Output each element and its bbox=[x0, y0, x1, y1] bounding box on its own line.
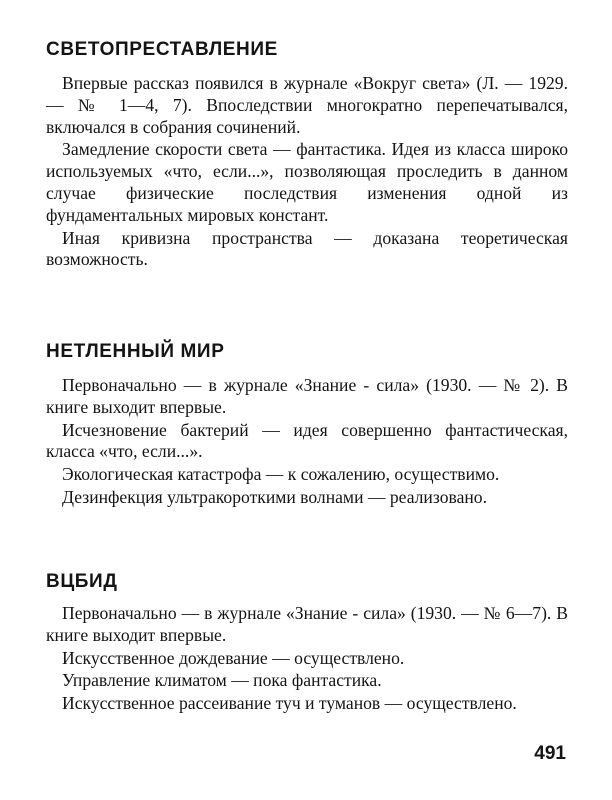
paragraph-climate-control: Управление климатом — пока фантастика. bbox=[62, 670, 382, 691]
paragraph-ecology: Экологическая катастрофа — к сожалению, осуществимо. bbox=[62, 464, 500, 485]
paragraph-bacteria: Исчезновение бактерий — идея совершенно фантастическая, класса «что, если...». bbox=[46, 419, 568, 462]
paragraph-light-speed: Замедление скорости света — фантастика. Идея из класса широко используемых «что, если...», позволяющая проследить в данном случае физические последствия изменения одной из фундаментальных мировых констант. bbox=[46, 139, 568, 225]
section-title-svetoprestavlenie: СВЕТОПРЕСТАВЛЕНИЕ bbox=[46, 39, 278, 60]
section-title-vtsbid: ВЦБИД bbox=[46, 571, 118, 592]
section-body-vtsbid bbox=[46, 603, 568, 716]
paragraph-rainmaking: Искусственное дождевание — осуществлено. bbox=[62, 647, 405, 668]
section-body-netlennyi-mir bbox=[46, 375, 568, 510]
section-title-netlennyi-mir: НЕТЛЕННЫЙ МИР bbox=[46, 341, 225, 362]
paragraph-publication-note: Первоначально — в журнале «Знание - сила» (1930. — № 6—7). В книге выходит впервые. bbox=[46, 603, 568, 645]
page-number: 491 bbox=[534, 743, 566, 764]
section-body-svetoprestavlenie bbox=[46, 73, 568, 272]
paragraph-publication-note: Впервые рассказ появился в журнале «Вокруг света» (Л. — 1929. — № 1—4, 7). Впоследствии многократно перепечатывался, включался в собрания сочинений. bbox=[46, 73, 568, 137]
paragraph-cloud-dispersal: Искусственное рассеивание туч и туманов — осуществлено. bbox=[62, 693, 517, 714]
paragraph-space-curvature: Иная кривизна пространства — доказана теоретическая возможность. bbox=[46, 227, 568, 270]
paragraph-disinfection: Дезинфекция ультракороткими волнами — реализовано. bbox=[62, 486, 487, 507]
paragraph-publication-note: Первоначально — в журнале «Знание - сила» (1930. — № 2). В книге выходит впервые. bbox=[46, 375, 568, 417]
